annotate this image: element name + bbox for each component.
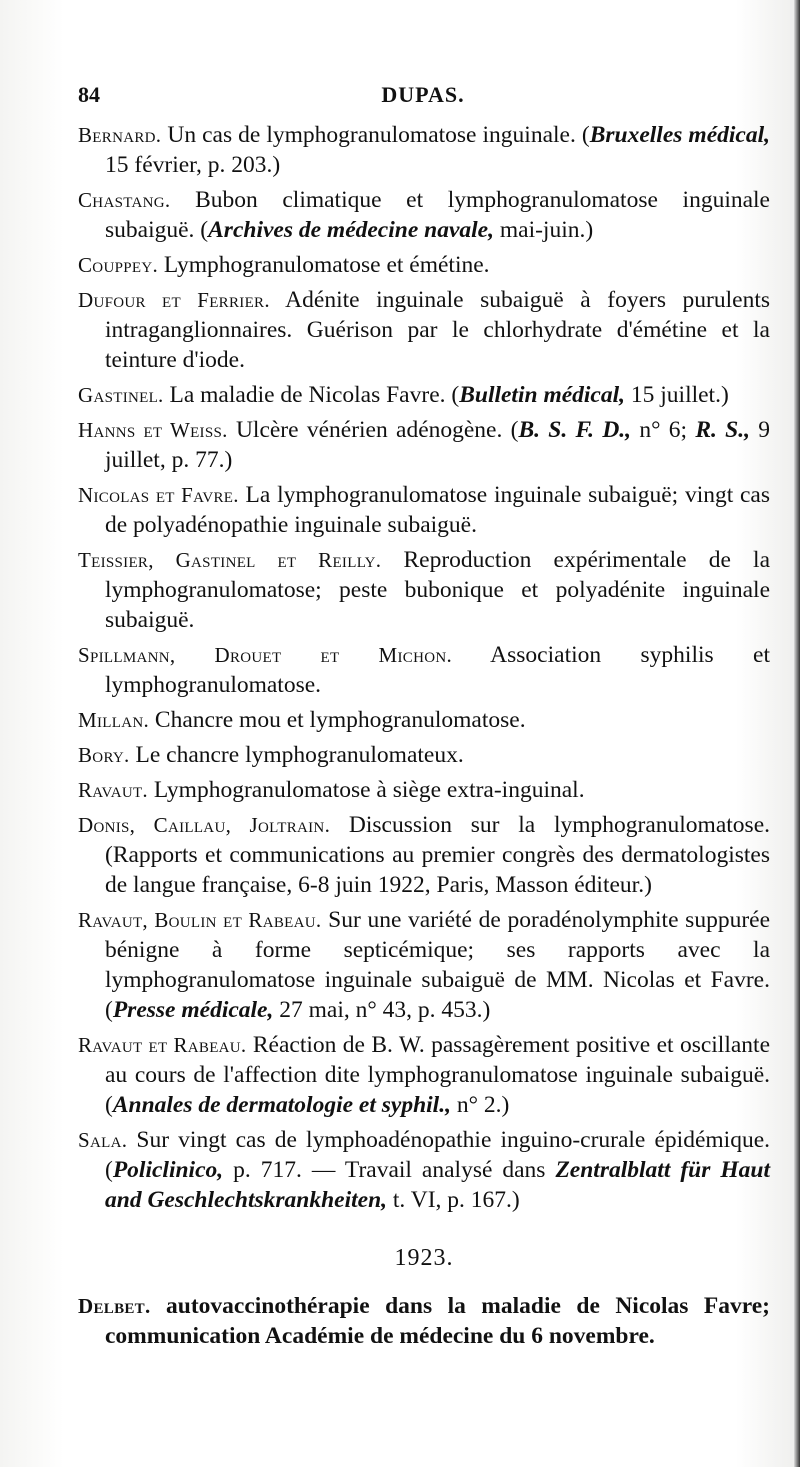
entry-journal: Presse médicale, — [112, 997, 274, 1023]
entry-text: Association syphilis et lymphogranulomatose. — [105, 642, 771, 698]
entry-text: Discussion sur la lymphogranulomatose. (Rapports et communications au premier congrès des dermatologistes de langue française, 6-8 juin 1922, Paris, Masson éditeur.) — [105, 812, 770, 898]
entry-citation: 27 mai, n° 43, p. 453.) — [273, 997, 491, 1023]
entry-author: Ravaut et Rabeau. — [78, 1033, 247, 1057]
running-title: DUPAS. — [381, 82, 465, 107]
entry-author: Gastinel. — [78, 383, 164, 407]
bibliography-body — [78, 120, 770, 1356]
entry-author: Ravaut, Boulin et Rabeau. — [78, 908, 322, 932]
entry-author: Nicolas et Favre. — [78, 483, 239, 507]
entry-author: Couppey. — [78, 253, 159, 277]
bibliography-entry — [78, 1125, 770, 1215]
page-edge-shadow — [794, 0, 800, 1467]
page-header — [78, 82, 768, 112]
bibliography-entry — [78, 185, 770, 245]
entry-author: Spillmann, Drouet et Michon. — [78, 643, 453, 667]
entry-journal: B. S. F. D., — [518, 417, 632, 443]
entry-citation: n° 2.) — [450, 1092, 510, 1118]
final-entry — [78, 1291, 770, 1351]
bibliography-entry — [78, 545, 770, 635]
entry-text: Reproduction expérimentale de la lymphogranulomatose; peste bubonique et polyadénite inguinale subaiguë. — [105, 547, 770, 633]
entry-journal-2: R. S., — [695, 417, 750, 443]
entry-author: Bory. — [78, 743, 130, 767]
entry-author: Chastang. — [78, 188, 171, 212]
entry-author: Millan. — [78, 708, 150, 732]
bibliography-entry — [78, 120, 770, 180]
entry-author: Hanns et Weiss. — [78, 418, 228, 442]
entry-text: Lymphogranulomatose à siège extra-inguinal. — [147, 777, 585, 803]
bibliography-entry — [78, 380, 770, 410]
entry-journal: Bruxelles médical, — [589, 122, 771, 148]
entry-author: Dufour et Ferrier. — [78, 288, 270, 312]
entry-text: Chancre mou et lymphogranulomatose. — [149, 707, 526, 733]
entry-text: Ulcère vénérien adénogène. ( — [227, 417, 519, 443]
bibliography-entry — [78, 415, 770, 475]
entry-author: Donis, Caillau, Joltrain. — [78, 813, 331, 837]
entry-list — [78, 120, 770, 1215]
entry-text: La maladie de Nicolas Favre. ( — [163, 382, 460, 408]
entry-text: autovaccinothérapie dans la maladie de Nicolas Favre; communication Académie de médecine du 6 novembre. — [105, 1293, 770, 1349]
bibliography-entry — [78, 705, 770, 735]
entry-text: Sur vingt cas de lymphoadénopathie inguino-crurale épidémique. ( — [105, 1127, 770, 1183]
bibliography-entry — [78, 1030, 770, 1120]
entry-citation-2: t. VI, p. 167.) — [387, 1187, 520, 1213]
bibliography-entry — [78, 810, 770, 900]
bibliography-entry — [78, 775, 770, 805]
entry-journal: Policlinico, — [112, 1157, 224, 1183]
entry-citation: n° 6; — [631, 417, 696, 443]
bibliography-entry — [78, 905, 770, 1025]
entry-author: Sala. — [78, 1128, 128, 1152]
entry-journal: Bulletin médical, — [459, 382, 626, 408]
entry-text: Un cas de lymphogranulomatose inguinale. ( — [161, 122, 590, 148]
entry-author: Bernard. — [78, 123, 162, 147]
entry-journal: Archives de médecine navale, — [208, 217, 494, 243]
entry-text: Lymphogranulomatose et émétine. — [158, 252, 490, 278]
entry-text: Réaction de B. W. passagèrement positive et oscillante au cours de l'affection dite lymphogranulomatose inguinale subaiguë. ( — [105, 1032, 771, 1118]
entry-text: Adénite inguinale subaiguë à foyers purulents intraganglionnaires. Guérison par le chlorhydrate d'émétine et la teinture d'iode. — [105, 287, 770, 373]
entry-author: Teissier, Gastinel et Reilly. — [78, 548, 382, 572]
page-number: 84 — [78, 82, 100, 107]
entry-citation: p. 717. — Travail analysé dans — [223, 1157, 556, 1183]
entry-author: Delbet. — [78, 1294, 151, 1318]
bibliography-entry — [78, 480, 770, 540]
bibliography-entry — [78, 740, 770, 770]
entry-journal: Annales de dermatologie et syphil., — [112, 1092, 451, 1118]
entry-journal-2: Zentralblatt für Haut and Geschlechtskrankheiten, — [105, 1157, 770, 1213]
entry-text: Le chancre lymphogranulomateux. — [129, 742, 464, 768]
entry-citation: mai-juin.) — [493, 217, 594, 243]
entry-citation-2: 9 juillet, p. 77.) — [105, 417, 770, 473]
entry-text: Bubon climatique et lymphogranulomatose inguinale subaiguë. ( — [105, 187, 770, 243]
entry-text: Sur une variété de poradénolymphite suppurée bénigne à forme septicémique; ses rapports avec la lymphogranulomatose inguinale subaiguë de MM. Nicolas et Favre. ( — [105, 907, 771, 1023]
bibliography-entry — [78, 285, 770, 375]
entry-author: Ravaut. — [78, 778, 148, 802]
entry-citation: 15 février, p. 203.) — [105, 152, 281, 178]
entry-text: La lymphogranulomatose inguinale subaiguë; vingt cas de polyadénopathie inguinale subaiguë. — [105, 482, 770, 538]
bibliography-entry — [78, 640, 770, 700]
year-heading: 1923. — [394, 1245, 454, 1271]
bibliography-entry — [78, 250, 770, 280]
entry-citation: 15 juillet.) — [625, 382, 729, 408]
